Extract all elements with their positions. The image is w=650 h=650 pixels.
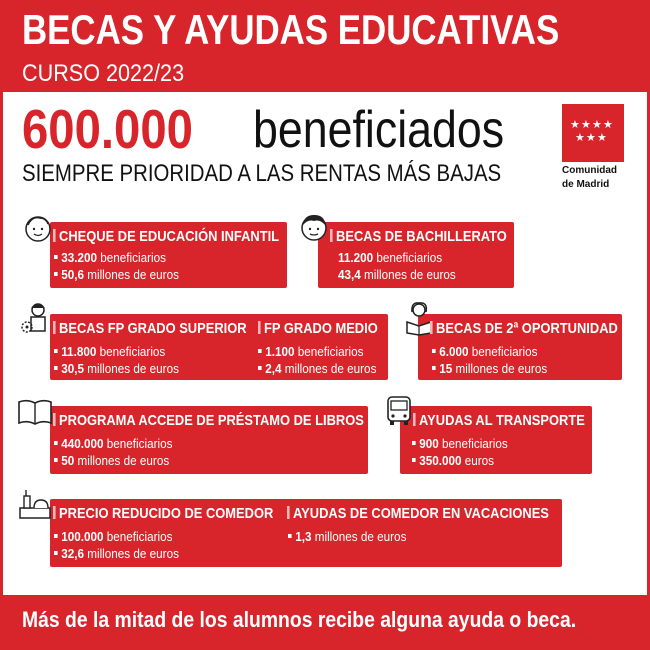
card-title: FP GRADO MEDIO bbox=[258, 320, 378, 337]
card-line: 6.000 beneficiarios bbox=[432, 344, 537, 359]
total-beneficiaries-word: beneficiados bbox=[253, 101, 505, 159]
card-line: 15 millones de euros bbox=[432, 361, 547, 376]
card-line: 2,4 millones de euros bbox=[258, 361, 376, 376]
card-line: 11.800 beneficiarios bbox=[54, 344, 165, 359]
card-title: AYUDAS DE COMEDOR EN VACACIONES bbox=[287, 505, 549, 522]
bus-icon bbox=[384, 394, 414, 428]
flag-icon: ★ ★ ★ ★ ★ ★ ★ bbox=[562, 104, 624, 162]
card-title: BECAS DE BACHILLERATO bbox=[330, 228, 507, 245]
card-line: 100.000 beneficiarios bbox=[54, 529, 172, 544]
card-title: AYUDAS AL TRANSPORTE bbox=[413, 412, 585, 429]
card-line: 11.200 beneficiarios bbox=[338, 250, 443, 265]
card-line: 1,3 millones de euros bbox=[288, 529, 406, 544]
card-title: BECAS DE 2ª OPORTUNIDAD bbox=[430, 320, 618, 337]
card-title: BECAS FP GRADO SUPERIOR bbox=[53, 320, 247, 337]
total-beneficiaries-number: 600.000 bbox=[22, 98, 193, 160]
student-face-icon bbox=[298, 211, 330, 243]
card-line: 32,6 millones de euros bbox=[54, 546, 179, 561]
card-line: 33.200 beneficiarios bbox=[54, 250, 166, 265]
worker-gears-icon bbox=[18, 300, 54, 338]
card-line: 350.000 euros bbox=[412, 453, 494, 468]
card-line: 900 beneficiarios bbox=[412, 436, 508, 451]
card-line: 50,6 millones de euros bbox=[54, 267, 179, 282]
child-face-icon bbox=[22, 212, 54, 244]
course-label: CURSO 2022/23 bbox=[22, 60, 185, 87]
card-title: PRECIO REDUCIDO DE COMEDOR bbox=[53, 505, 273, 522]
open-book-icon bbox=[17, 398, 53, 426]
footer-text: Más de la mitad de los alumnos recibe alguna ayuda o beca. bbox=[22, 607, 577, 632]
card-line: 50 millones de euros bbox=[54, 453, 169, 468]
card-title: PROGRAMA ACCEDE DE PRÉSTAMO DE LIBROS bbox=[53, 412, 364, 429]
card-line: 30,5 millones de euros bbox=[54, 361, 179, 376]
logo-text-line1: Comunidad bbox=[562, 165, 617, 176]
food-tray-icon bbox=[18, 488, 52, 522]
page-title: BECAS Y AYUDAS EDUCATIVAS bbox=[22, 6, 560, 53]
card-line: 440.000 beneficiarios bbox=[54, 436, 172, 451]
logo-text-line2: de Madrid bbox=[562, 179, 610, 190]
card-line: 43,4 millones de euros bbox=[338, 267, 456, 282]
comunidad-madrid-logo bbox=[562, 104, 624, 190]
headline-subtitle: SIEMPRE PRIORIDAD A LAS RENTAS MÁS BAJAS bbox=[22, 160, 502, 187]
card-line: 1.100 beneficiarios bbox=[258, 344, 363, 359]
card-title: CHEQUE DE EDUCACIÓN INFANTIL bbox=[53, 228, 279, 245]
